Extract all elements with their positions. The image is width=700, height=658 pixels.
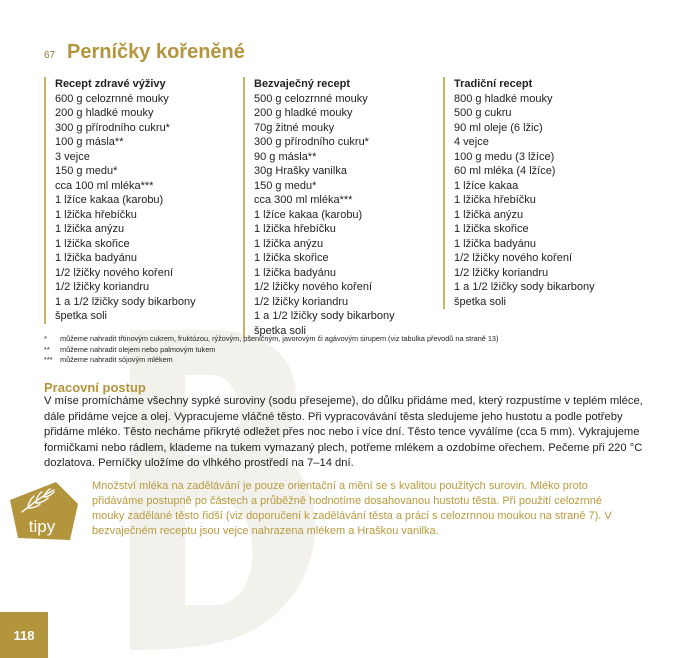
footnote-text: můžeme nahradit olejem nebo palmovým tukem xyxy=(60,344,216,354)
ingredient: 30g Hrašky vanilka xyxy=(254,165,347,177)
ingredient: 1 a 1/2 lžičky sody bikarbony xyxy=(454,281,595,293)
procedure-title: Pracovní postup xyxy=(44,380,146,395)
ingredient: 1 lžička hřebíčku xyxy=(454,194,536,206)
ingredient: 1 lžička badyánu xyxy=(454,237,536,250)
column-heading: Tradiční recept xyxy=(454,78,533,90)
ingredient: 1/2 lžičky koriandru xyxy=(55,281,150,293)
column-traditional xyxy=(443,77,639,309)
ingredient: 300 g přírodního cukru* xyxy=(55,121,170,134)
ingredient: 150 g medu* xyxy=(254,179,317,192)
ingredient: 60 ml mléka (4 lžíce) xyxy=(454,165,556,177)
ingredient: 4 vejce xyxy=(454,136,489,148)
ingredient: 1 lžička hřebíčku xyxy=(55,208,137,221)
recipe-title: Perníčky kořeněné xyxy=(67,41,245,63)
ingredient: 1 lžíce kakaa xyxy=(454,179,519,192)
footnote-text: můžeme nahradit sójovým mlékem xyxy=(60,355,173,364)
ingredient: cca 100 ml mléka*** xyxy=(55,179,154,192)
ingredient: 1 lžička anýzu xyxy=(55,223,125,235)
footnote xyxy=(44,334,498,345)
procedure-text: V míse promícháme všechny sypké suroviny (sodu přesejeme), do důlku přidáme med, který rozpustíme v teplém mléce, dále přidáme vejce a olej. Vypracujeme vláčné těsto. Při vypracovávání těsta sledujeme jeho hustotu a podle potřeby přidáme mléko. Těsto necháme přikryté odležet přes noc nebo i více dní. Těsto tence vyválíme (cca 5 mm). Vykrajujeme formičkami nebo rádlem, klademe na tukem vymazaný plech, potřeme mlékem a ozdobíme ořechem. Pečeme při 220 °C dozlatova. Perníčky uložíme do vlhkého prostředí na 7–14 dní. xyxy=(44,395,643,469)
column-healthy xyxy=(44,77,240,324)
tips-badge-icon xyxy=(10,482,78,542)
ingredient: 200 g hladké mouky xyxy=(254,107,353,119)
ingredient: 1 lžička skořice xyxy=(254,252,329,264)
ingredient: 100 g medu (3 lžíce) xyxy=(454,150,555,163)
ingredient: 1 lžička badyánu xyxy=(55,252,137,264)
footnote-mark: * xyxy=(44,334,47,343)
ingredient: 1/2 lžičky koriandru xyxy=(254,295,349,308)
tips-label: tipy xyxy=(28,517,56,536)
column-heading: Recept zdravé výživy xyxy=(55,78,166,90)
ingredient: 3 vejce xyxy=(55,150,90,163)
recipe-number: 67 xyxy=(44,50,56,61)
ingredient: špetka soli xyxy=(254,324,306,337)
ingredient: 100 g másla** xyxy=(55,136,124,148)
ingredient: 500 g celozrnné mouky xyxy=(254,92,368,105)
ingredient: 1 lžička skořice xyxy=(55,237,130,250)
ingredient: 1 lžička hřebíčku xyxy=(254,223,336,235)
ingredient: 600 g celozrnné mouky xyxy=(55,92,169,105)
ingredient: cca 300 ml mléka*** xyxy=(254,194,353,206)
ingredient: 1 a 1/2 lžičky sody bikarbony xyxy=(254,310,395,322)
ingredient: špetka soli xyxy=(55,310,107,322)
ingredient: 1 a 1/2 lžičky sody bikarbony xyxy=(55,295,196,308)
ingredient: 150 g medu* xyxy=(55,165,118,177)
page-number: 118 xyxy=(0,612,48,658)
ingredient: špetka soli xyxy=(454,295,506,308)
ingredient: 1 lžička anýzu xyxy=(254,237,324,250)
ingredient: 200 g hladké mouky xyxy=(55,107,154,119)
ingredient: 1 lžíce kakaa (karobu) xyxy=(254,208,363,221)
column-eggless xyxy=(243,77,439,338)
ingredient: 500 g cukru xyxy=(454,107,512,119)
footnotes xyxy=(44,334,498,366)
ingredient: 90 ml oleje (6 lžic) xyxy=(454,121,543,134)
ingredient: 90 g másla** xyxy=(254,150,317,163)
ingredient: 300 g přírodního cukru* xyxy=(254,136,369,148)
ingredient: 1/2 lžičky nového koření xyxy=(254,281,373,293)
column-heading: Bezvaječný recept xyxy=(254,78,350,90)
ingredient: 1/2 lžičky nového koření xyxy=(454,252,573,264)
ingredient: 70g žitné mouky xyxy=(254,121,335,134)
tips-text: Množství mléka na zadělávání je pouze orientační a mění se s kvalitou použitých surovin. Mléko proto přidáváme postupně po částech a průběžně hodnotíme dosahovanou hustotu těsta. Při použití celozrnné mouky zadělané těsto řidší (viz doporučení k zadělávání těsta a práci s celozrnnou moukou na straně 7). V bezvaječném receptu jsou vejce nahrazena mlékem a Hraškou vanilka. xyxy=(92,480,612,537)
footnote-mark: *** xyxy=(44,355,53,364)
ingredient: 1/2 lžičky nového koření xyxy=(55,266,174,279)
ingredient: 1 lžička badyánu xyxy=(254,266,336,279)
footnote xyxy=(44,355,498,366)
ingredient: 1 lžíce kakaa (karobu) xyxy=(55,194,164,206)
ingredient: 1/2 lžičky koriandru xyxy=(454,266,549,279)
footnote xyxy=(44,345,498,356)
ingredient: 1 lžička skořice xyxy=(454,223,529,235)
footnote-text: můžeme nahradit třtinovým cukrem, fruktózou, rýžovým, pšeničným, javorovým či agávovým sirupem (viz tabulka převodů na straně 13) xyxy=(60,334,499,343)
ingredient: 1 lžička anýzu xyxy=(454,208,524,221)
footnote-mark: ** xyxy=(44,344,50,354)
ingredient: 800 g hladké mouky xyxy=(454,92,553,105)
